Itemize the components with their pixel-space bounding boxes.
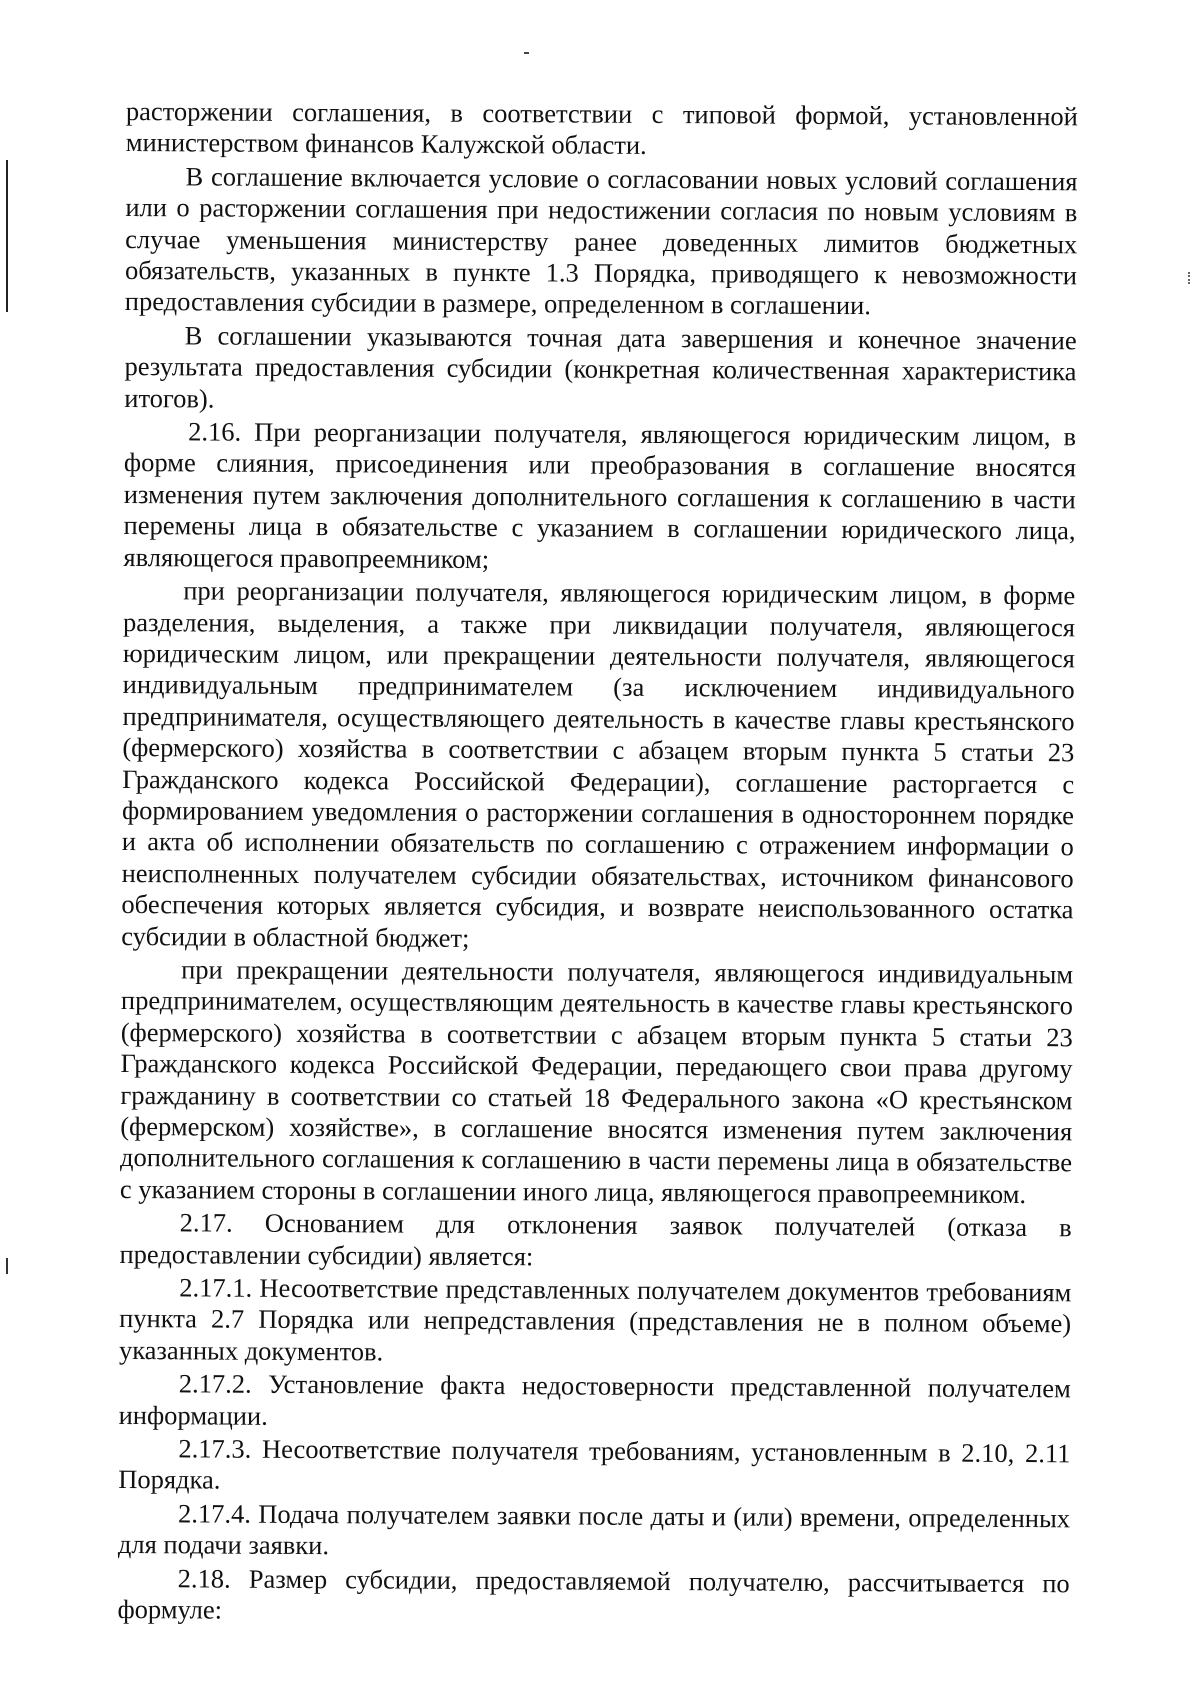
paragraph-2-17-4: 2.17.4. Подача получателем заявки после даты и (или) времени, определенных для подачи заявки.	[117, 1498, 1071, 1561]
paragraph-2-17-2: 2.17.2. Установление факта недостоверности представленной получателем информации.	[118, 1368, 1071, 1431]
paragraph-termination-entrepreneur: при прекращении деятельности получателя, являющегося индивидуальным предпринимателем, осуществляющим деятельность в качестве главы крестьянского (фермерского) хозяйства в соответствии с абзацем вторым пункта 5 статьи 23 Гражданского кодекса Российской Федерации, передающего свои права другому гражданину в соответствии со статьей 18 Федерального закона «О крестьянском (фермерском) хозяйстве», в соглашение вносятся изменения путем заключения дополнительного соглашения к соглашению в части перемены лица в обязательстве с указанием стороны в соглашении иного лица, являющегося правопреемником.	[119, 954, 1074, 1209]
paragraph-completion-date: В соглашении указываются точная дата завершения и конечное значение результата предоставления субсидии (конкретная количественная характеристика итогов).	[124, 320, 1077, 414]
margin-line-left	[6, 160, 8, 312]
paragraph-agreement-condition: В соглашение включается условие о согласовании новых условий соглашения или о расторжении соглашения при недостижении согласия по новым условиям в случае уменьшения министерству ранее доведенных лимитов бюджетных обязательств, указанных в пункте 1.3 Порядка, приводящего к невозможности предоставления субсидии в размере, определенном в соглашении.	[124, 161, 1078, 321]
paragraph-reorganization-division: при реорганизации получателя, являющегося юридическим лицом, в форме разделения, выделения, а также при ликвидации получателя, являющегося юридическим лицом, или прекращении деятельности получателя, являющегося индивидуальным предпринимателем (за исключением индивидуального предпринимателя, осуществляющего деятельность в качестве главы крестьянского (фермерского) хозяйства в соответствии с абзацем вторым пункта 5 статьи 23 Гражданского кодекса Российской Федерации), соглашение расторгается с формированием уведомления о расторжении соглашения в одностороннем порядке и акта об исполнении обязательств по соглашению с отражением информации о неисполненных получателем субсидии обязательствах, источником финансового обеспечения которых является субсидия, и возврате неиспользованного остатка субсидии в областной бюджет;	[121, 575, 1076, 953]
scan-artifact-mark	[524, 52, 529, 54]
paragraph-2-18: 2.18. Размер субсидии, предоставляемой получателю, рассчитывается по формуле:	[117, 1562, 1070, 1625]
paragraph-2-17: 2.17. Основанием для отклонения заявок получателей (отказа в предоставлении субсидии) является:	[119, 1207, 1072, 1271]
margin-tick-left	[6, 1258, 8, 1274]
paragraph-continuation: расторжении соглашения, в соответствии с типовой формой, установленной министерством финансов Калужской области.	[125, 96, 1078, 161]
document-body	[117, 96, 1078, 1633]
margin-dots-right	[1188, 272, 1192, 284]
paragraph-2-16: 2.16. При реорганизации получателя, являющегося юридическим лицом, в форме слияния, присоединения или преобразования в соглашение вносятся изменения путем заключения дополнительного соглашения к соглашению в части перемены лица в обязательстве с указанием в соглашении юридического лица, являющегося правопреемником;	[123, 416, 1077, 574]
paragraph-2-17-1: 2.17.1. Несоответствие представленных получателем документов требованиям пункта 2.7 Порядка или непредставления (представления не в полном объеме) указанных документов.	[118, 1272, 1072, 1367]
paragraph-2-17-3: 2.17.3. Несоответствие получателя требованиям, установленным в 2.10, 2.11 Порядка.	[118, 1433, 1071, 1496]
